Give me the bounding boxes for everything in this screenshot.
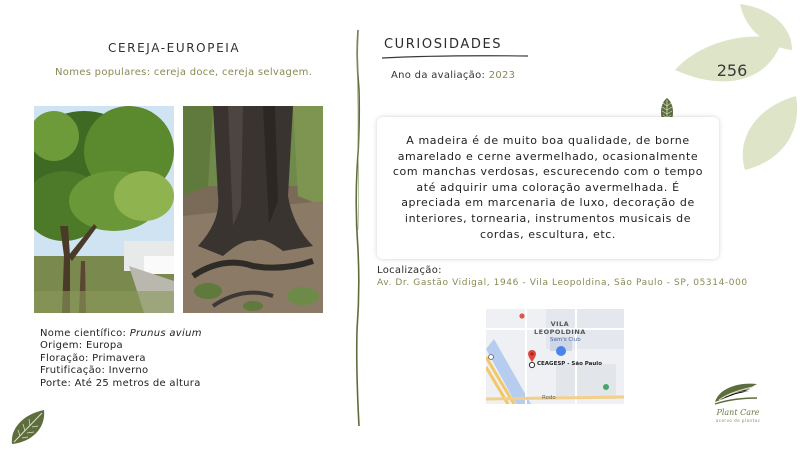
map-area-label: VILA LEOPOLDINA — [534, 320, 586, 336]
title-underline — [380, 53, 530, 61]
scientific-name-value: Prunus avium — [129, 328, 202, 339]
species-facts — [40, 328, 202, 390]
map-road-label: Rodo — [542, 395, 556, 401]
size-row: Porte: Até 25 metros de altura — [40, 377, 201, 389]
curiosities-title: CURIOSIDADES — [384, 37, 503, 52]
evaluation-year — [391, 70, 515, 81]
tree-photo — [34, 106, 174, 313]
scientific-name-row — [40, 328, 202, 340]
curiosities-text: A madeira é de muito boa qualidade, de borne amarelado e cerne avermelhado, ocasionalmente com manchas verdosas, escurecendo com o tempo até adquirir uma coloração avermelhada. É apreciada em marcenaria de luxo, decoração de interiores, tornearia, instrumentos musicais de cordas, escultura, etc. — [392, 134, 704, 241]
brand-name: Plant Care — [716, 408, 760, 417]
map-pin-icon — [527, 349, 537, 363]
plant-care-logo-icon — [713, 380, 759, 406]
fruiting-row: Frutificação: Inverno — [40, 365, 149, 377]
tree-number-badge: 256 — [716, 61, 748, 80]
evaluation-year-value: 2023 — [488, 70, 516, 81]
curiosities-card — [377, 117, 719, 259]
trunk-photo — [183, 106, 323, 313]
scientific-name-label: Nome científico: — [40, 328, 127, 339]
location-address[interactable]: Av. Dr. Gastão Vidigal, 1946 - Vila Leopoldina, São Paulo - SP, 05314-000 — [377, 278, 748, 288]
leaf-icon — [8, 408, 48, 446]
vertical-divider — [350, 30, 366, 426]
species-title: CEREJA-EUROPEIA — [108, 41, 241, 55]
origin-row: Origem: Europa — [40, 340, 123, 352]
evaluation-year-label: Ano da avaliação: — [391, 70, 486, 81]
flowering-row: Floração: Primavera — [40, 352, 146, 364]
popular-names: Nomes populares: cereja doce, cereja selvagem. — [55, 67, 313, 78]
map-place-sams-club: Sam's Club — [550, 337, 581, 343]
brand-tagline: acervo de plantas — [715, 418, 761, 423]
map-place-ceagesp: CEAGESP - São Paulo — [537, 361, 602, 367]
location-map[interactable] — [486, 309, 624, 404]
location-label: Localização: — [377, 265, 442, 276]
